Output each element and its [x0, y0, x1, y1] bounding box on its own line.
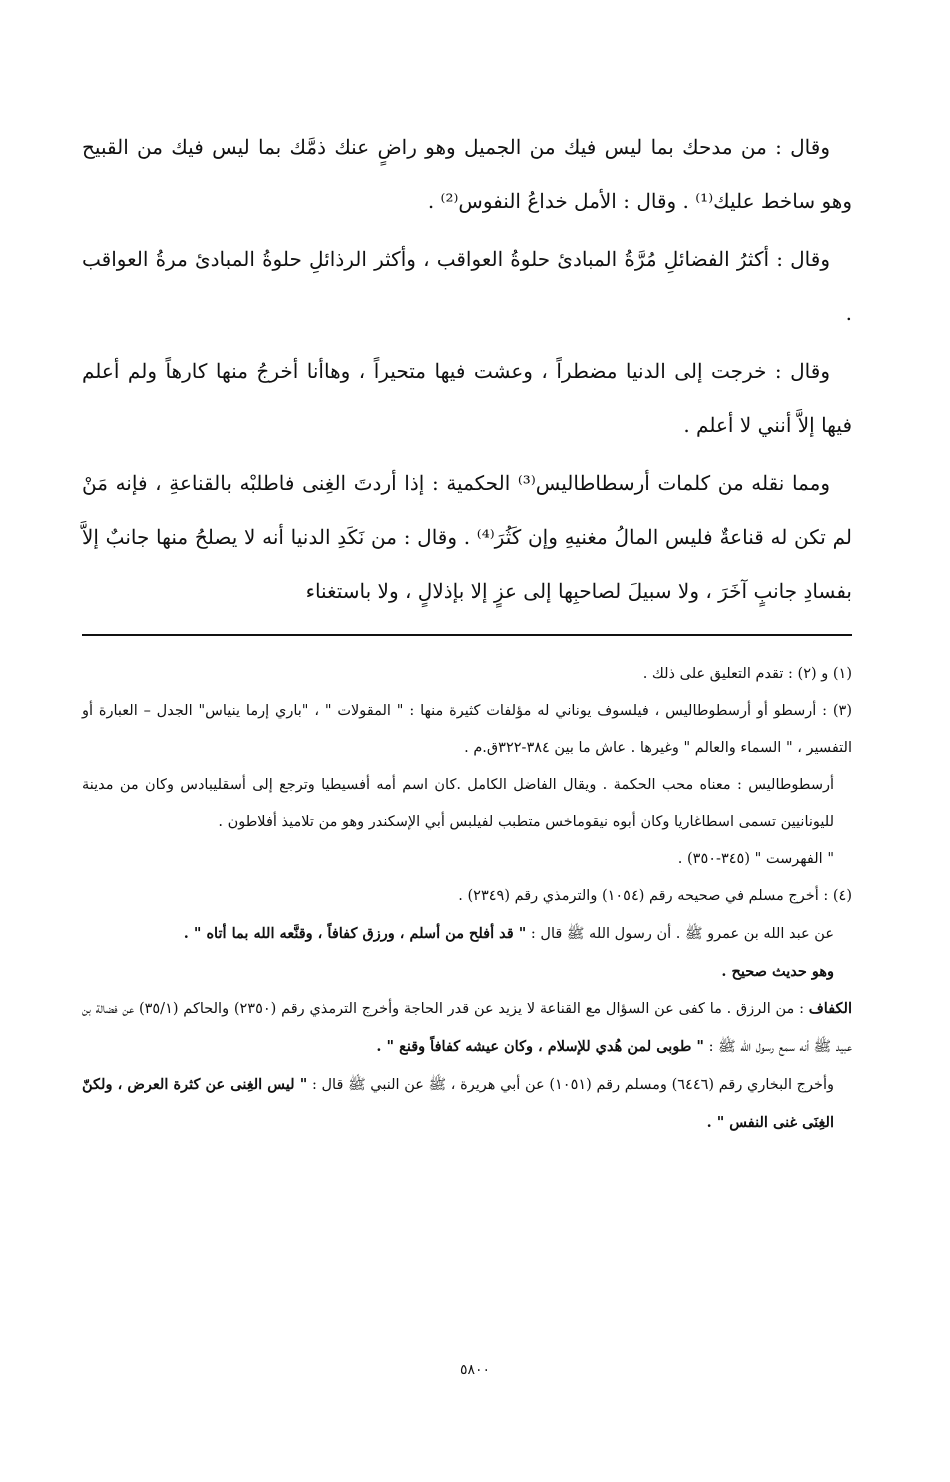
hadith-grade: وهو حديث صحيح .: [721, 963, 834, 980]
paragraph-4: ومما نقله من كلمات أرسطاطاليس⁽³⁾ الحكمية : إذا أردتَ الغِنى فاطلبْه بالقناعةِ ، فإنه مَنْ لم تكن له قناعةٌ فليس المالُ مغنيهِ وإن كَثُرَ⁽⁴⁾ . وقال : من نَكَدِ الدنيا أنه لا يصلحُ منها جانبٌ إلاَّ بفسادِ جانبٍ آخَرَ ، ولا سبيلَ لصاحبِها إلى عزٍ إلا بإذلالٍ ، ولا باستغناء: [82, 471, 852, 603]
footnote-bukhari: [82, 1066, 852, 1142]
footnotes: [82, 656, 852, 1142]
footnote-3-meaning: أرسطوطاليس : معناه محب الحكمة . ويقال الفاضل الكامل .كان اسم أمه أفسيطيا وترجع إلى أسقليبادس وكان من مدينة لليونانيين تسمى اسطاغاريا وكان أبوه نيقوماخس متطبب لفيلبس أبي الإسكندر وهو من تلاميذ أفلاطون .: [82, 777, 834, 830]
footnote-kafaf: [82, 990, 852, 1066]
kafaf-hadith: " طوبى لمن هُدي للإسلام ، وكان عيشه كفافاً وقنع " .: [376, 1038, 704, 1055]
footnote-4: (٤) : أخرج مسلم في صحيحه رقم (١٠٥٤) والترمذي رقم (٢٣٤٩) .: [458, 888, 852, 904]
kafaf-term: الكفاف: [808, 1000, 852, 1017]
hadith-narration: عن عبد الله بن عمرو ﷺ . أن رسول الله ﷺ قال :: [526, 926, 834, 942]
bukhari-narration: وأخرج البخاري رقم (٦٤٤٦) ومسلم رقم (١٠٥١) عن أبي هريرة ، ﷺ عن النبي ﷺ قال :: [307, 1077, 835, 1093]
footnote-4-hadith: [82, 915, 852, 953]
kafaf-definition: : من الرزق . ما كفى عن السؤال مع القناعة لا يزيد عن قدر الحاجة وأخرج الترمذي رقم (٢٣٥٠) والحاكم (٣٥/١) عن فضالة بن عبيد ﷺ أنه سمع رسول الله ﷺ :: [82, 1001, 852, 1055]
footnote-divider: [82, 634, 852, 636]
paragraph-1: وقال : من مدحك بما ليس فيك من الجميل وهو راضٍ عنك ذمَّك بما ليس فيك من القبيح وهو ساخط عليك⁽¹⁾ . وقال : الأمل خداعُ النفوس⁽²⁾ .: [82, 135, 852, 213]
footnote-3: (٣) : أرسطو أو أرسطوطاليس ، فيلسوف يوناني له مؤلفات كثيرة منها : " المقولات " ، "باري إرما ينياس" الجدل – العبارة أو التفسير ، " السماء والعالم " وغيرها . عاش ما بين ٣٨٤-٣٢٢ق.م .: [82, 703, 852, 756]
bukhari-hadith: " ليس الغِنى عن كثرة العرض ، ولكنّ الغِنَى غنى النفس " .: [82, 1076, 834, 1131]
paragraph-3: وقال : خرجت إلى الدنيا مضطراً ، وعشت فيها متحيراً ، وهاأنا أخرجُ منها كارهاً ولم أعلم فيها إلاَّ أنني لا أعلم .: [82, 359, 852, 437]
hadith-text: " قد أفلح من أسلم ، ورزق كفافاً ، وقنَّعه الله بما أتاه " .: [183, 925, 527, 942]
page-number: ٥٨٠٠: [459, 1362, 491, 1378]
page-body: [82, 120, 852, 1142]
main-text: [82, 120, 852, 618]
paragraph-2: وقال : أكثرُ الفضائلِ مُرَّةُ المبادئ حلوةُ العواقب ، وأكثر الرذائلِ حلوةُ المبادئ مرةُ العواقب .: [82, 247, 852, 325]
footnote-1-2: (١) و (٢) : تقدم التعليق على ذلك .: [642, 666, 852, 682]
footnote-3-source: " الفهرست " (٣٤٥-٣٥٠) .: [677, 851, 834, 867]
